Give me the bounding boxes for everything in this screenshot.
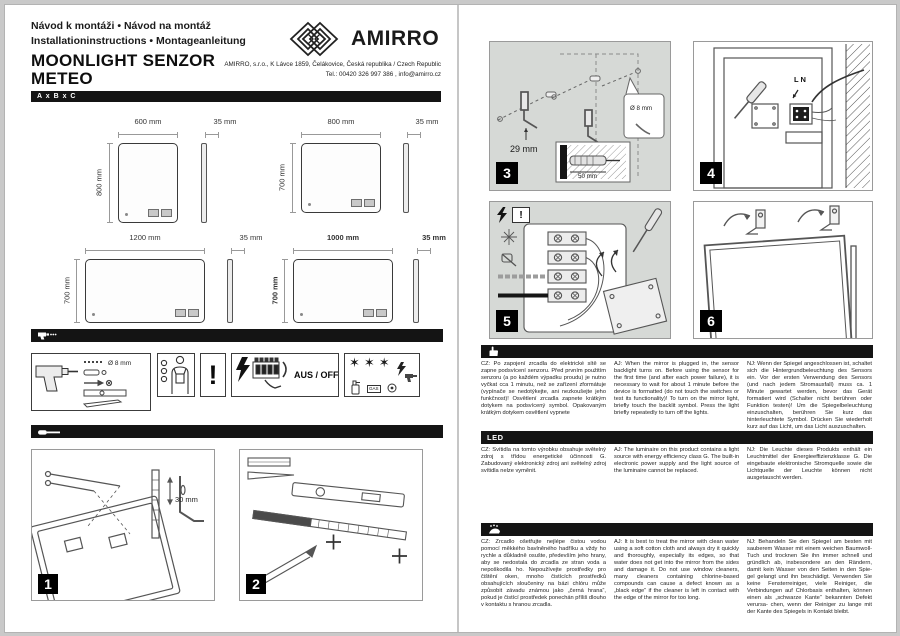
drill-icon <box>37 327 57 345</box>
step1-box <box>31 449 215 601</box>
step3-number: 3 <box>496 162 518 184</box>
sensor-text-columns <box>481 361 873 431</box>
m3-side-profile <box>227 259 233 323</box>
size-formula-label: A x B x C <box>37 93 77 100</box>
person-icon <box>158 354 194 396</box>
step4-box <box>693 41 873 191</box>
small-drill-icon <box>391 360 419 382</box>
warning-exclamation: ! <box>512 207 530 223</box>
m2-width-dim <box>301 134 381 139</box>
m4-depth-dim <box>417 250 431 255</box>
required-tools-box <box>31 353 151 411</box>
m3-mirror-drawing <box>85 259 205 323</box>
touch-finger-icon <box>487 343 499 361</box>
step2-illustration <box>240 450 422 600</box>
m4-width-label: 1000 mm <box>326 233 360 242</box>
led-section-bar <box>481 431 873 444</box>
company-block <box>185 60 441 80</box>
mounting-section-bar <box>31 425 443 438</box>
step6-box <box>693 201 873 339</box>
m3-display-icon <box>175 309 199 317</box>
led-text-en: AJ: The luminaire on this product contains a light source with energy efficiency class G. The built-in electronic power supply and the light source of the luminaire cannot be replaced. <box>614 447 739 474</box>
breaker-panel-icon <box>235 354 291 397</box>
cleaning-text-en: AJ: It is best to treat the mirror with clean water using a soft cotton cloth and always dry it quickly and thoroughly, especially its edges, so that water does not get into the mirror from the sides and damage it. Do not use window cleaners, many cleaners containing chlorine-based compounds can cause a defect known as a „black edge“ if the cleaner is left in contact with the edge of the mirror for too long. <box>614 539 739 601</box>
m4-mirror-drawing <box>293 259 393 323</box>
spray-bottle-icon <box>349 380 361 395</box>
m3-depth-dim <box>231 250 245 255</box>
sensor-text-de: NJ: Wenn der Spiegel angeschlossen ist, schaltet sich die Hintergrundbeleuchtung des Sensors ein. Vor der ersten Verwendung des Sensors (und nach jedem Stromausfall) muss ca. 1 Minute gewartet werden, bevor das Gerät formatiert wird (Schalter nicht berühren oder Funktion testen)! Um die Spiegelbeleuchtung einzuschalten, berühren Sie kurz das hinterleuchtete Symbol. Drücken Sie wiederholt kurz auf das Licht, um das Licht auszuschalten. <box>747 361 872 430</box>
m1-side-profile <box>201 143 207 223</box>
m1-depth-label: 35 mm <box>213 117 237 126</box>
cleaning-text-de: NJ: Behandeln Sie den Spiegel am besten mit sauberem Wasser mit einem weichen Baumwoll-Tuch und trocknen Sie ihn immer schnell und gründlich ab, insbesondere an den Rändern, damit kein Wasser von den Seiten in den Spie- gel gelangt und ihn beschädigt. Verwenden Sie keine Fensterreiniger, viele Reiniger, die Verbindungen auf Chlorbasis enthalten, können einen als „schwarze Kante“ bekannten Defekt verursa- chen, wenn der Reiniger zu lange mit der Kante des Spiegels in Kontakt bleibt. <box>747 539 872 615</box>
m2-depth-dim <box>407 134 421 139</box>
m2-depth-label: 35 mm <box>415 117 439 126</box>
step2-number: 2 <box>246 574 266 594</box>
company-address: AMIRRO, s.r.o., K Lávce 1859, Čelákovice, Česká republika / Czech Republic <box>224 61 441 68</box>
power-off-box <box>231 353 339 397</box>
step1-illustration <box>32 450 214 600</box>
sensor-section-bar <box>481 345 873 358</box>
title-en-de: Installationinstructions • Montageanleitung <box>31 35 246 47</box>
m1-width-dim <box>118 134 178 139</box>
m3-width-label: 1200 mm <box>129 233 161 242</box>
tools-section-bar <box>31 329 443 342</box>
m2-height-dim <box>292 143 297 213</box>
size-formula-bar <box>31 91 441 102</box>
m2-mirror-drawing <box>301 143 381 213</box>
company-contact: Tel.: 00420 326 997 386 , info@amirro.cz <box>325 71 441 79</box>
product-name-line2: METEO <box>31 69 93 88</box>
m1-sensor-dot <box>125 213 128 216</box>
sensor-text-cz: CZ: Po zapojení zrcadla do elektrické sítě se zapne podsvícení senzoru. Před prvním použitím senzoru (a po každém výpadku proudu) je nutno vyčkat cca 1 minutu, než se zařízení zformátuje (vypínače se nedotýkejte, ani nezkoušejte jeho funkčnost)! Osvětlení zrcadla zapnete krátkým dotykem na podsvícený symbol. Opakovaným krátkým dotykem osvětlení vypnete <box>481 361 606 416</box>
m1-display-icon <box>148 209 172 217</box>
svg-text:29 mm: 29 mm <box>510 144 538 154</box>
m3-width-dim <box>85 250 205 255</box>
step5-box <box>489 201 671 339</box>
screwdriver-icon <box>37 423 63 441</box>
tools-illustration <box>32 354 150 410</box>
m4-depth-label: 35 mm <box>422 233 446 242</box>
step5-warning <box>496 207 530 223</box>
warning-exclamation-box <box>200 353 226 397</box>
m3-height-label: 700 mm <box>62 276 72 305</box>
m3-height-dim <box>76 259 81 323</box>
led-text-de: NJ: Die Leuchte dieses Produkts enthält ein Leuchtmittel der Energieeffizienzklasse G. Die eingebaute elektronische Stromquelle sowie die Lichtquelle der Leuchte können nicht ausgetauscht werden. <box>747 447 872 481</box>
m2-side-profile <box>403 143 409 213</box>
aus-off-label: AUS / OFF <box>294 370 339 380</box>
sparks-icon: ✶✶✶ <box>349 355 394 370</box>
flame-circle-icon <box>387 383 397 393</box>
svg-text:50 mm: 50 mm <box>578 173 597 180</box>
m3-sensor-dot <box>92 313 95 316</box>
m2-width-label: 800 mm <box>327 117 355 126</box>
page-divider <box>457 5 459 632</box>
m1-mirror-drawing <box>118 143 178 223</box>
svg-text:Ø 8 mm: Ø 8 mm <box>630 105 653 112</box>
m4-display-icon <box>363 309 387 317</box>
m4-width-dim <box>293 250 393 255</box>
step2-box <box>239 449 423 601</box>
m2-sensor-dot <box>308 203 311 206</box>
m1-width-label: 600 mm <box>134 117 162 126</box>
step4-number: 4 <box>700 162 722 184</box>
m1-height-dim <box>109 143 114 223</box>
m1-depth-dim <box>205 134 219 139</box>
sensor-text-en: AJ: When the mirror is plugged in, the sensor backlight turns on. Before using the sensor for the first time (and after each power failure), it is necessary to wait for about 1 minute before the device is formatted (do not touch the switches or test its functionality)! To turn on the mirror light, briefly touch the backlit symbol. Press the light briefly repeatedly to turn off the lights. <box>614 361 739 416</box>
amirro-logo-icon <box>287 21 345 62</box>
product-name-line1: MOONLIGHT SENZOR <box>31 51 216 70</box>
svg-text:Ø 8 mm: Ø 8 mm <box>108 360 132 367</box>
m4-height-label: 700 mm <box>270 276 280 305</box>
m4-side-profile <box>413 259 419 323</box>
gas-label: GAS <box>369 386 379 391</box>
led-text-columns <box>481 447 873 482</box>
m2-height-label: 700 mm <box>277 163 287 192</box>
step3-box <box>489 41 671 191</box>
step5-number: 5 <box>496 310 518 332</box>
no-sparks-box <box>344 353 420 397</box>
m4-height-dim <box>284 259 289 323</box>
led-text-cz: CZ: Svítidla na tomto výrobku obsahuje světelný zdroj s třídou energetické účinnosti G. Zabudovaný elektronický zdroj ani světelný zdroj svítidla nelze vyměnit. <box>481 447 606 474</box>
cleaning-text-columns <box>481 539 873 615</box>
exclamation-mark: ! <box>208 359 218 390</box>
m3-depth-label: 35 mm <box>239 233 263 242</box>
svg-text:L N: L N <box>794 75 806 84</box>
m2-display-icon <box>351 199 375 207</box>
led-section-title: LED <box>487 433 504 442</box>
svg-text:30 mm: 30 mm <box>175 495 198 504</box>
manual-sheet <box>4 4 897 633</box>
title-cz-sk: Návod k montáži • Návod na montáž <box>31 20 211 32</box>
lightning-icon <box>496 207 508 223</box>
installer-person-box <box>157 353 195 397</box>
m1-height-label: 800 mm <box>94 168 104 197</box>
m4-sensor-dot <box>300 313 303 316</box>
step1-number: 1 <box>38 574 58 594</box>
brand-wordmark: AMIRRO <box>351 27 440 50</box>
step6-number: 6 <box>700 310 722 332</box>
cleaning-section-bar <box>481 523 873 536</box>
cleaning-text-cz: CZ: Zrcadlo ošetřujte nejlépe čistou vodou pomocí měkkého bavlněného hadříku a vždy ho rychle a důkladně osušte, především jeho hrany, aby se nedostala do zrcadla ze stran voda a nepoškodila ho. Nepoužívejte prostředky pro čištění oken, mnoho čistících prostředků obsahujících sloučeniny na bázi chlóru může způsobit závadu známou jako „černá hrana“, pokud je čistící prostředek ponechán příliš dlouho v kontaktu s hranou zrcadla. <box>481 539 606 608</box>
cleaning-hand-icon <box>487 521 501 539</box>
